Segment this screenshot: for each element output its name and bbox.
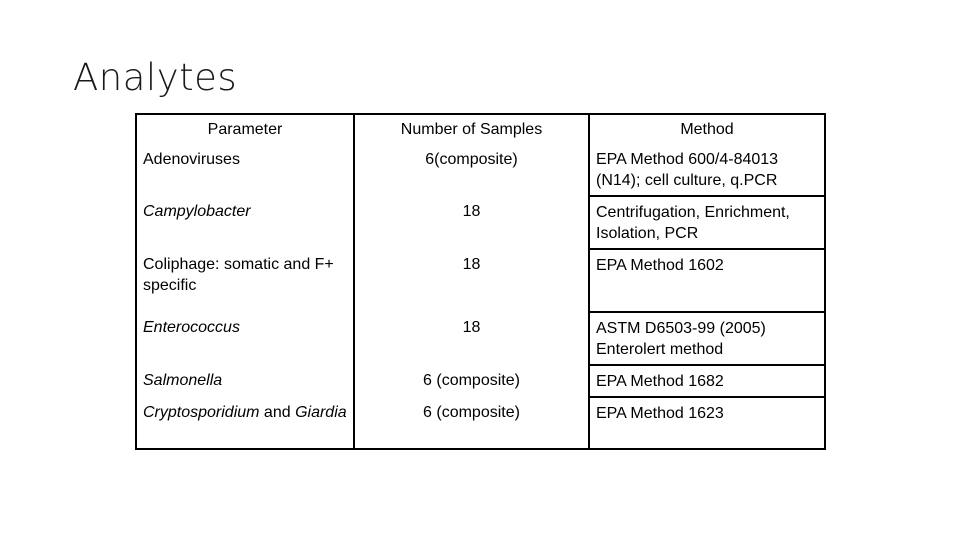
cell-method: EPA Method 1623 [589, 397, 825, 449]
cell-method: EPA Method 600/4-84013 (N14); cell culture, q.PCR [589, 144, 825, 196]
parameter-text: Campylobacter [143, 203, 251, 220]
parameter-text: Adenoviruses [143, 151, 240, 168]
table-row [136, 249, 825, 312]
cell-method: EPA Method 1682 [589, 365, 825, 397]
cell-samples: 6 (composite) [354, 397, 589, 449]
cell-method: Centrifugation, Enrichment, Isolation, PCR [589, 196, 825, 249]
table-header-row [136, 114, 825, 144]
cell-samples: 18 [354, 249, 589, 312]
header-method: Method [589, 114, 825, 144]
header-number-of-samples: Number of Samples [354, 114, 589, 144]
analytes-table [135, 113, 826, 450]
parameter-text: Cryptosporidium [143, 404, 260, 421]
cell-parameter [136, 196, 354, 249]
cell-parameter [136, 249, 354, 312]
cell-samples: 18 [354, 196, 589, 249]
cell-parameter [136, 397, 354, 449]
parameter-text: Enterococcus [143, 319, 240, 336]
cell-method: ASTM D6503-99 (2005) Enterolert method [589, 312, 825, 365]
parameter-text: Coliphage: somatic and F+ specific [143, 256, 334, 294]
cell-parameter [136, 365, 354, 397]
cell-parameter [136, 312, 354, 365]
cell-parameter [136, 144, 354, 196]
parameter-text: Giardia [295, 404, 347, 421]
table-row [136, 312, 825, 365]
table-row [136, 397, 825, 449]
table-row [136, 196, 825, 249]
table-row [136, 365, 825, 397]
cell-samples: 18 [354, 312, 589, 365]
parameter-text-connector: and [259, 404, 296, 421]
table-row [136, 144, 825, 196]
cell-samples: 6 (composite) [354, 365, 589, 397]
cell-samples: 6(composite) [354, 144, 589, 196]
cell-method: EPA Method 1602 [589, 249, 825, 312]
slide-title: Analytes [73, 56, 238, 99]
header-parameter: Parameter [136, 114, 354, 144]
parameter-text: Salmonella [143, 372, 223, 389]
